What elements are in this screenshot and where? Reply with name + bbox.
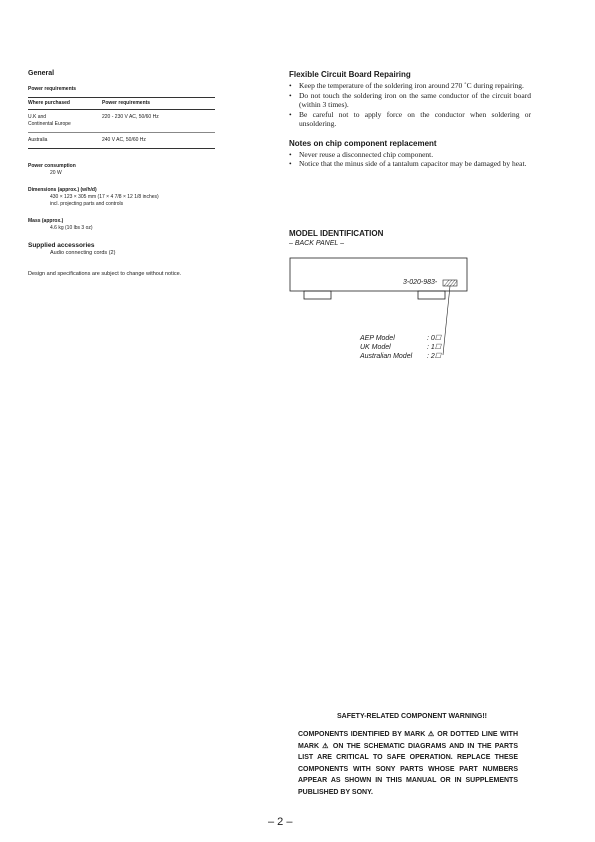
place-line: Continental Europe bbox=[28, 121, 71, 127]
list-item: • Be careful not to apply force on the conductor when soldering or unsoldering. bbox=[289, 109, 531, 128]
accessories-section bbox=[28, 242, 218, 257]
place-line: U.K and bbox=[28, 114, 47, 120]
list-item: • Notice that the minus side of a tantalum capacitor may be damaged by heat. bbox=[289, 159, 527, 168]
table-cell-power: 220 - 230 V AC, 50/60 Hz bbox=[102, 110, 215, 133]
chip-heading: Notes on chip component replacement bbox=[289, 138, 437, 148]
power-consumption-section bbox=[28, 163, 218, 177]
warning-body: COMPONENTS IDENTIFIED BY MARK ⚠ OR DOTTED LINE WITH MARK ⚠ ON THE SCHEMATIC DIAGRAMS AND IN THE PARTS LIST ARE CRITICAL TO SAFE OPERATION. REPLACE THESE COMPONENTS WITH SONY PARTS WHOSE PART NUMBERS APPEAR AS SHOWN IN THIS MANUAL OR IN SUPPLEMENTS PUBLISHED BY SONY. bbox=[298, 731, 518, 796]
mass-value: 4.6 kg (10 lbs 3 oz) bbox=[50, 225, 93, 231]
warning-title: SAFETY-RELATED COMPONENT WARNING!! bbox=[337, 713, 487, 720]
service-notes-column bbox=[289, 70, 531, 169]
general-heading: General bbox=[28, 70, 55, 77]
accessories-heading: Supplied accessories bbox=[28, 242, 95, 249]
power-requirements-label: Power requirements bbox=[28, 86, 77, 92]
accessories-value: Audio connecting cords (2) bbox=[50, 250, 116, 256]
mass-section bbox=[28, 218, 218, 232]
dimensions-value: 430 × 123 × 305 mm (17 × 4 7/8 × 12 1/8 inches) bbox=[50, 194, 159, 200]
table-header: Power requirements bbox=[102, 98, 215, 110]
dimensions-section bbox=[28, 187, 218, 208]
table-row bbox=[28, 110, 215, 133]
list-item: • Keep the temperature of the soldering iron around 270 ˚C during repairing. bbox=[289, 81, 524, 90]
model-label-code: 3-020-983- bbox=[403, 279, 438, 286]
table-header-row bbox=[28, 98, 215, 110]
list-item: • Never reuse a disconnected chip component. bbox=[289, 149, 434, 159]
specifications-column bbox=[28, 70, 218, 279]
chip-list bbox=[289, 150, 531, 169]
table-cell-place bbox=[28, 110, 102, 133]
model-subheading: – BACK PANEL – bbox=[289, 240, 344, 247]
table-row bbox=[28, 133, 215, 149]
table-cell-power: 240 V AC, 50/60 Hz bbox=[102, 133, 215, 149]
power-consumption-label: Power consumption bbox=[28, 163, 76, 169]
disclaimer-text: Design and specifications are subject to change without notice. bbox=[28, 271, 182, 277]
list-item: AEP Model : 0☐ bbox=[360, 335, 442, 342]
table-cell-place: Australia bbox=[28, 133, 102, 149]
model-heading: MODEL IDENTIFICATION bbox=[289, 229, 384, 238]
table-header: Where purchased bbox=[28, 98, 102, 110]
list-item: UK Model : 1☐ bbox=[360, 344, 442, 351]
dimensions-label: Dimensions (approx.) (w/h/d) bbox=[28, 187, 97, 193]
dimensions-note: incl. projecting parts and controls bbox=[50, 201, 124, 207]
flex-heading: Flexible Circuit Board Repairing bbox=[289, 70, 411, 79]
model-list bbox=[360, 334, 441, 361]
list-item: • Do not touch the soldering iron on the same conductor of the circuit board (within 3 times). bbox=[289, 90, 531, 109]
page-number: – 2 – bbox=[268, 816, 293, 828]
list-item: Australian Model : 2☐ bbox=[360, 353, 442, 360]
power-consumption-value: 20 W bbox=[50, 170, 62, 176]
mass-label: Mass (approx.) bbox=[28, 218, 64, 224]
power-requirements-table bbox=[28, 97, 215, 149]
flex-list bbox=[289, 81, 531, 129]
